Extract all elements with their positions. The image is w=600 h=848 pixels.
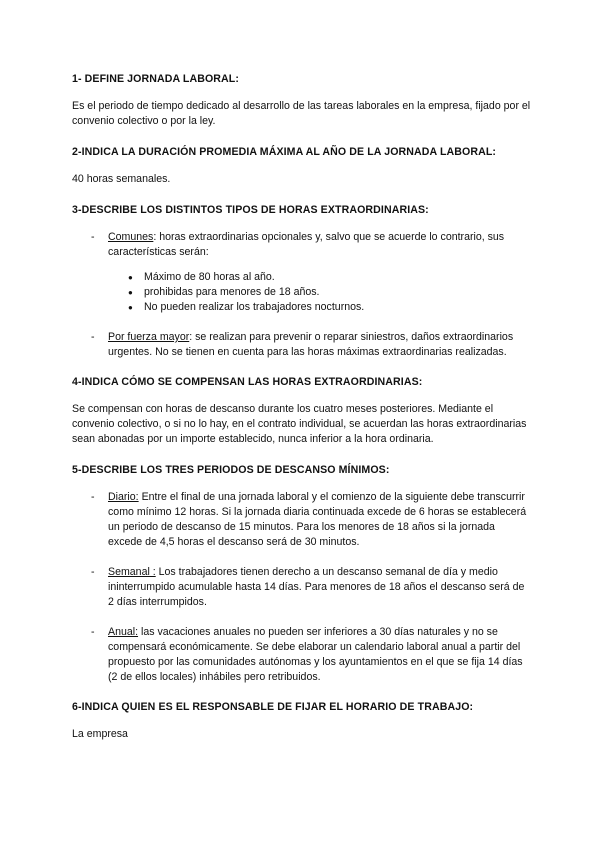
item-text: : se realizan para prevenir o reparar siniestros, daños extraordinarios urgentes. No se tienen en cuenta para las horas máximas extraordinarias realizadas. [108,331,514,358]
term-label: Por fuerza mayor [108,331,190,343]
list-item: ● No pueden realizar los trabajadores nocturnos. [108,300,532,315]
list-item [72,230,532,315]
list-item [72,330,532,360]
term-label: Comunes [108,231,154,243]
document-body [72,72,532,758]
list-item [72,490,532,550]
section-6-heading: 6-INDICA QUIEN ES EL RESPONSABLE DE FIJAR EL HORARIO DE TRABAJO: [72,701,474,713]
item-text: las vacaciones anuales no pueden ser inferiores a 30 días naturales y no se compensará económicamente. Se debe elaborar un calendario laboral anual a partir del propuesto por las comunidades autónomas y los ayuntamientos en el que se fija 14 días (2 de ellos locales) inhábiles pero retribuidos. [108,626,523,683]
item-text: Entre el final de una jornada laboral y el comienzo de la siguiente debe transcurrir como mínimo 12 horas. Si la jornada diaria continuada excede de 6 horas se establecerá un periodo de descanso de 15 minutos. Para los menores de 18 años si la jornada excede de 4,5 horas el descanso será de 30 minutos. [108,491,527,548]
term-label: Semanal : [108,566,156,578]
section-2-answer: 40 horas semanales. [72,173,171,185]
list-item [72,625,532,685]
section-6-answer: La empresa [72,728,128,740]
item-text: Los trabajadores tienen derecho a un descanso semanal de día y medio ininterrumpido acumulable hasta 14 días. Para menores de 18 años el descanso será de 2 días interrumpidos. [108,566,525,608]
section-1-answer: Es el periodo de tiempo dedicado al desarrollo de las tareas laborales en la empresa, fijado por el convenio colectivo o por la ley. [72,100,531,127]
item-text: : horas extraordinarias opcionales y, salvo que se acuerde lo contrario, sus características serán: [108,231,505,258]
overtime-types-list [72,230,532,360]
rest-periods-list [72,490,532,685]
section-3-heading: 3-DESCRIBE LOS DISTINTOS TIPOS DE HORAS EXTRAORDINARIAS: [72,204,429,216]
term-label: Diario: [108,491,139,503]
list-item: ● prohibidas para menores de 18 años. [108,285,532,300]
characteristics-list [108,270,532,315]
section-5-heading: 5-DESCRIBE LOS TRES PERIODOS DE DESCANSO MÍNIMOS: [72,464,390,476]
section-4-heading: 4-INDICA CÓMO SE COMPENSAN LAS HORAS EXTRAORDINARIAS: [72,376,423,388]
section-4-answer: Se compensan con horas de descanso durante los cuatro meses posteriores. Mediante el convenio colectivo, o si no lo hay, en el contrato individual, se acuerdan las horas extraordinarias sean abonadas por un importe establecido, nunca inferior a la hora ordinaria. [72,403,527,445]
section-1-heading: 1- DEFINE JORNADA LABORAL: [72,73,239,85]
list-item [72,565,532,610]
list-item: ● Máximo de 80 horas al año. [108,270,532,285]
term-label: Anual: [108,626,139,638]
section-2-heading: 2-INDICA LA DURACIÓN PROMEDIA MÁXIMA AL AÑO DE LA JORNADA LABORAL: [72,146,497,158]
